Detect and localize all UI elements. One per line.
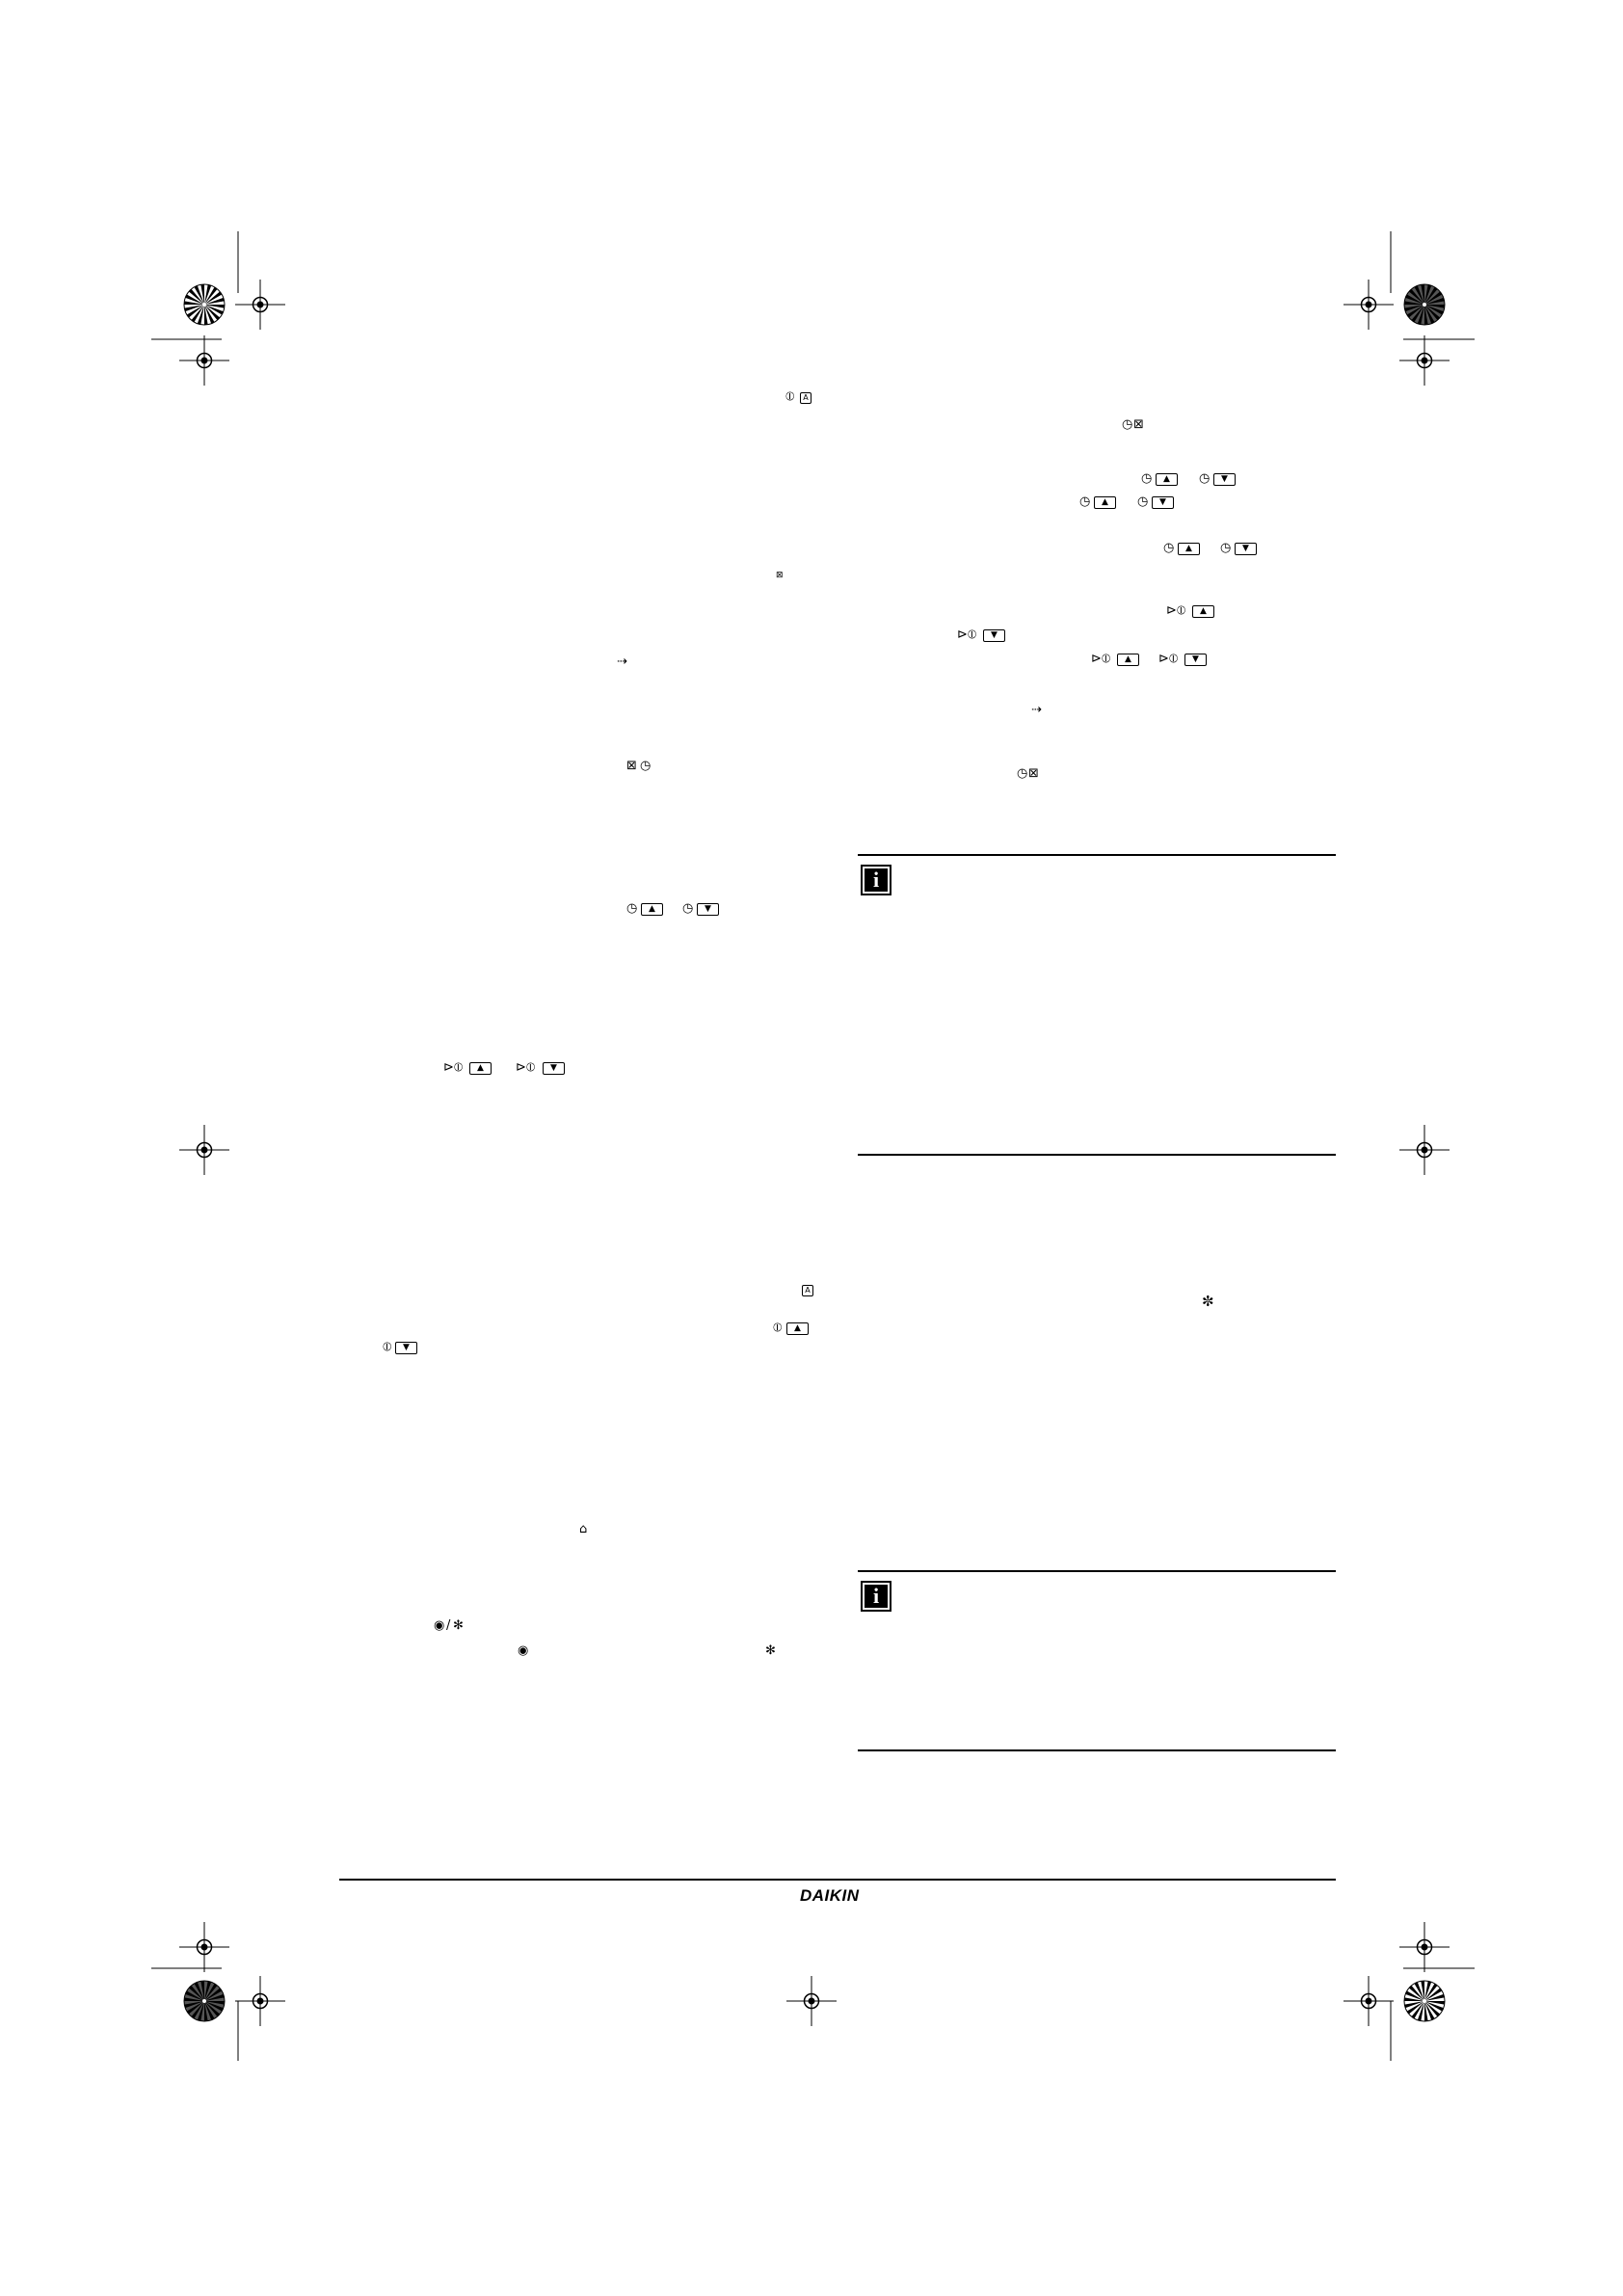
crosshair-bottom-right (1399, 1922, 1450, 1972)
timer-icon: ◷ (1163, 541, 1175, 555)
crosshair-mid-left (179, 1125, 229, 1175)
crosshair-top-right-2 (1399, 335, 1450, 386)
timer-off-icon: ⊠ (626, 759, 637, 773)
up-button[interactable]: ▲ (469, 1062, 492, 1075)
heating-icon: ◉ (518, 1643, 529, 1658)
crosshair-top-right (1344, 280, 1394, 330)
crosshair-bottom-right-2 (1344, 1976, 1394, 2026)
up-button[interactable]: ▲ (1094, 496, 1116, 509)
note-2-top-rule (858, 1570, 1336, 1572)
timer-icon: ◷ (1122, 417, 1133, 432)
auto-icon: A (800, 392, 812, 404)
program-fan-icon: ⊳⦶ (516, 1060, 536, 1075)
timer-icon: ◷ (626, 901, 638, 916)
timer-icon: ◷ (1199, 471, 1211, 486)
note-1-top-rule (858, 854, 1336, 856)
info-icon: i (861, 1581, 891, 1612)
crosshair-top-left (235, 280, 285, 330)
up-button[interactable]: ▲ (641, 903, 663, 916)
timer-icon: ◷ (1141, 471, 1153, 486)
mode-separator: / (446, 1618, 451, 1633)
up-button[interactable]: ▲ (1156, 473, 1178, 486)
down-button[interactable]: ▼ (1184, 654, 1207, 666)
starburst-top-right (1404, 284, 1445, 325)
heating-icon: ◉ (434, 1618, 445, 1633)
down-button[interactable]: ▼ (697, 903, 719, 916)
snowflake-icon: ✻ (453, 1618, 464, 1633)
timer-icon: ◷ (682, 901, 694, 916)
fan-speed-icon: ⦶ (383, 1340, 392, 1354)
down-button[interactable]: ▼ (983, 629, 1005, 642)
program-fan-icon: ⊳⦶ (957, 627, 977, 642)
down-button[interactable]: ▼ (1152, 496, 1174, 509)
program-fan-icon: ⊳⦶ (1166, 603, 1186, 618)
enter-arrow-icon: ⇢ (617, 654, 627, 669)
enter-arrow-icon: ⇢ (1031, 703, 1042, 717)
timer-off-icon: ⊠ (1028, 766, 1039, 781)
crosshair-bottom-center (786, 1976, 837, 2026)
info-icon: i (861, 865, 891, 895)
program-fan-icon: ⊳⦶ (443, 1060, 464, 1075)
up-button[interactable]: ▲ (786, 1322, 809, 1335)
down-button[interactable]: ▼ (1235, 543, 1257, 555)
note-2-bottom-rule (858, 1749, 1336, 1751)
left-column (337, 376, 819, 1677)
crop-mark-top-left (151, 231, 238, 339)
program-fan-icon: ⊳⦶ (1158, 652, 1179, 666)
crosshair-top-left-2 (179, 335, 229, 386)
fan-speed-icon: ⦶ (773, 1321, 783, 1335)
down-button[interactable]: ▼ (395, 1342, 417, 1354)
daikin-logo: DAIKIN (800, 1886, 860, 1905)
snowflake-icon: ✼ (1202, 1293, 1214, 1310)
snowflake-icon: ✻ (765, 1643, 776, 1658)
crosshair-bottom-left (179, 1922, 229, 1972)
up-button[interactable]: ▲ (1178, 543, 1200, 555)
down-button[interactable]: ▼ (1213, 473, 1236, 486)
time-set-icon: ⌂ (579, 1522, 588, 1536)
fan-speed-icon: ⦶ (785, 389, 795, 404)
program-icon: ⊠ (776, 571, 784, 580)
up-button[interactable]: ▲ (1192, 605, 1214, 618)
timer-icon: ◷ (1017, 766, 1028, 781)
timer-icon: ◷ (1137, 494, 1149, 509)
up-button[interactable]: ▲ (1117, 654, 1139, 666)
footer-rule (339, 1879, 1336, 1881)
starburst-bottom-right (1404, 1981, 1445, 2021)
timer-icon: ◷ (640, 759, 652, 773)
crosshair-mid-right (1399, 1125, 1450, 1175)
program-fan-icon: ⊳⦶ (1091, 652, 1111, 666)
timer-icon: ◷ (1079, 494, 1091, 509)
starburst-bottom-left (184, 1981, 225, 2021)
note-1-bottom-rule (858, 1154, 1336, 1156)
timer-icon: ◷ (1220, 541, 1232, 555)
right-column (858, 405, 1340, 1754)
crosshair-bottom-left-2 (235, 1976, 285, 2026)
down-button[interactable]: ▼ (543, 1062, 565, 1075)
auto-icon: A (802, 1285, 813, 1296)
starburst-top-left (184, 284, 225, 325)
timer-off-icon: ⊠ (1133, 417, 1144, 432)
